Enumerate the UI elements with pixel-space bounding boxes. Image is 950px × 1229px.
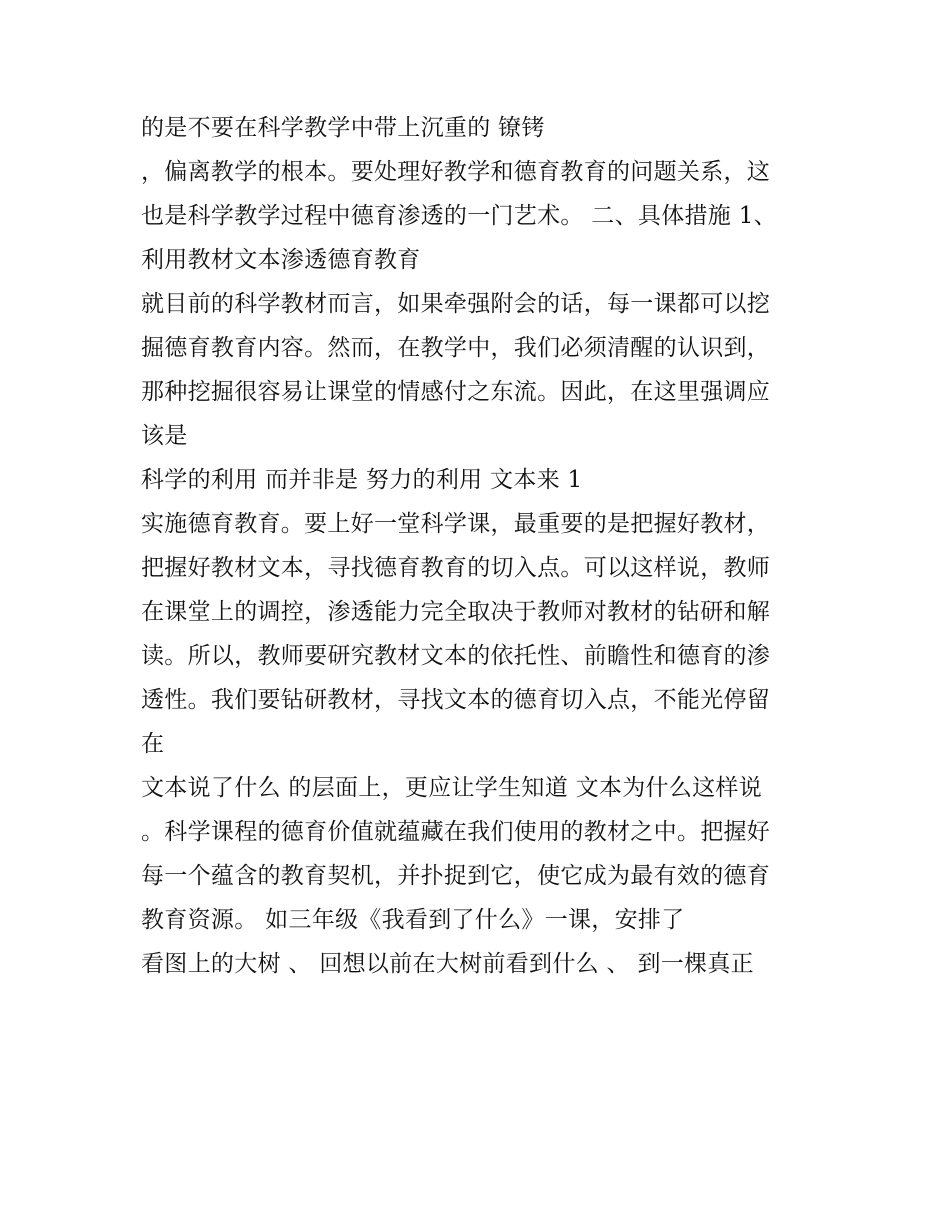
text-line: 科学的利用 而并非是 努力的利用 文本来 1 bbox=[141, 467, 583, 493]
text-line: 该是 bbox=[141, 423, 188, 449]
text-line: 每一个蕴含的教育契机，并扑捉到它，使它成为最有效的德育 bbox=[141, 863, 771, 889]
text-line: 实施德育教育。要上好一堂科学课，最重要的是把握好教材， bbox=[141, 511, 771, 537]
text-line: 掘德育教育内容。然而，在教学中，我们必须清醒的认识到， bbox=[141, 335, 771, 361]
text-line: 读。所以，教师要研究教材文本的依托性、前瞻性和德育的渗 bbox=[141, 643, 771, 669]
text-line: 的是不要在科学教学中带上沉重的 镣铐 bbox=[141, 115, 545, 141]
text-line: 文本说了什么 的层面上，更应让学生知道 文本为什么这样说 bbox=[141, 775, 763, 801]
text-line: 教育资源。 如三年级《我看到了什么》一课，安排了 bbox=[141, 907, 685, 933]
text-line: 在 bbox=[141, 731, 165, 757]
body-text bbox=[141, 106, 821, 986]
text-line: 就目前的科学教材而言，如果牵强附会的话，每一课都可以挖 bbox=[141, 291, 771, 317]
text-line: ，偏离教学的根本。要处理好教学和德育教育的问题关系，这 bbox=[141, 159, 771, 185]
text-line: 在课堂上的调控，渗透能力完全取决于教师对教材的钻研和解 bbox=[141, 599, 771, 625]
text-line: 把握好教材文本，寻找德育教育的切入点。可以这样说，教师 bbox=[141, 555, 771, 581]
text-line: 透性。我们要钻研教材，寻找文本的德育切入点，不能光停留 bbox=[141, 687, 771, 713]
text-line: 也是科学教学过程中德育渗透的一门艺术。 二、具体措施 1、 bbox=[141, 203, 777, 229]
text-line: 看图上的大树 、 回想以前在大树前看到什么 、 到一棵真正 bbox=[141, 951, 754, 977]
text-line: 利用教材文本渗透德育教育 bbox=[141, 247, 421, 273]
text-line: 那种挖掘很容易让课堂的情感付之东流。因此，在这里强调应 bbox=[141, 379, 771, 405]
text-line: 。科学课程的德育价值就蕴藏在我们使用的教材之中。把握好 bbox=[141, 819, 771, 845]
